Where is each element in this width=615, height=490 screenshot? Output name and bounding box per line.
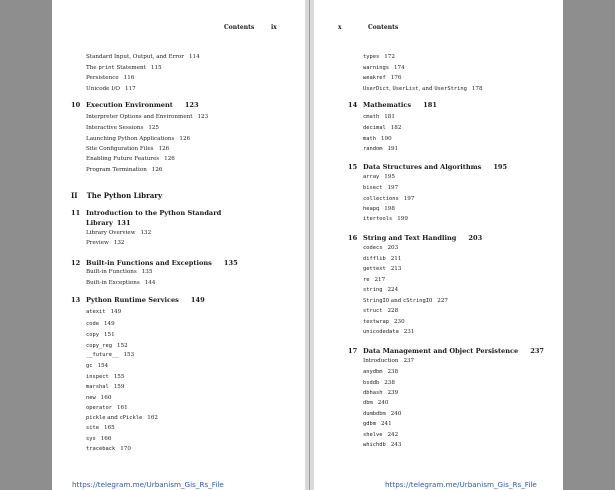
entry-title: site — [86, 425, 99, 431]
toc-entry — [363, 358, 414, 365]
part-heading — [71, 191, 162, 200]
entry-title: gc — [86, 363, 93, 369]
toc-entry — [86, 125, 159, 132]
toc-entry — [363, 125, 401, 132]
toc-entry — [86, 240, 124, 247]
part-number: II — [71, 191, 78, 200]
toc-entry — [86, 136, 190, 143]
entry-page-number: 237 — [403, 358, 415, 364]
entry-page-number: 242 — [387, 432, 399, 438]
entry-title: random — [363, 146, 383, 152]
entry-page-number: 198 — [384, 206, 395, 212]
chapter-title — [363, 234, 482, 243]
entry-page-number: 144 — [144, 280, 156, 286]
entry-title: dbm — [363, 400, 373, 406]
entry-title: Built-in Functions — [86, 269, 137, 275]
toc-entry — [363, 287, 398, 294]
entry-title: cPickle — [119, 415, 143, 421]
chapter-title-line2-text: Library — [86, 219, 113, 227]
entry-page-number: 126 — [179, 136, 191, 142]
toc-entry — [86, 86, 136, 93]
toc-entry — [86, 54, 200, 61]
entry-page-number: 117 — [124, 86, 136, 92]
entry-title: , — [388, 86, 393, 92]
entry-title: and — [388, 298, 404, 304]
chapter-title-text: Data Management and Object Persistence — [363, 347, 519, 355]
toc-entry — [363, 380, 395, 387]
entry-title: Interactive Sessions — [86, 125, 144, 131]
toc-entry — [86, 75, 134, 82]
entry-title: collections — [363, 196, 399, 202]
entry-page-number: 178 — [471, 86, 483, 92]
entry-title: UserDict — [363, 86, 389, 92]
chapter-title-text: String and Text Handling — [363, 234, 457, 242]
entry-page-number: 231 — [403, 329, 415, 335]
toc-entry — [363, 329, 414, 336]
entry-title: Library Overview — [86, 230, 136, 236]
toc-entry — [86, 114, 208, 121]
chapter-number: 16 — [348, 234, 358, 242]
toc-entry — [86, 425, 115, 432]
entry-page-number: 170 — [120, 446, 131, 452]
chapter-page-number: 195 — [493, 163, 508, 171]
chapter-title-text: Python Runtime Services — [86, 296, 179, 304]
entry-page-number: 149 — [103, 321, 115, 327]
toc-entry — [86, 395, 111, 402]
entry-title: and — [105, 415, 120, 421]
entry-title: Unicode I/O — [86, 86, 120, 92]
chapter-title — [86, 259, 238, 268]
chapter-title — [86, 296, 205, 305]
toc-entry — [363, 174, 395, 181]
entry-page-number: 191 — [387, 146, 399, 152]
entry-title: inspect — [86, 374, 109, 380]
entry-title: math — [363, 136, 376, 142]
toc-entry — [86, 167, 162, 174]
toc-entry — [363, 185, 398, 192]
toc-entry — [86, 415, 158, 422]
entry-page-number: 243 — [390, 442, 402, 448]
chapter-title — [86, 101, 199, 110]
left-page — [52, 0, 305, 490]
entry-title: copy — [86, 332, 99, 338]
entry-title: Enabling Future Features — [86, 156, 160, 162]
entry-title: decimal — [363, 125, 386, 131]
toc-entry — [363, 421, 392, 428]
entry-page-number: 162 — [147, 415, 158, 421]
entry-title: re — [363, 277, 370, 283]
entry-page-number: 132 — [113, 240, 125, 246]
toc-entry — [363, 65, 405, 72]
toc-entry — [363, 432, 398, 439]
entry-page-number: 123 — [197, 114, 209, 120]
entry-title: struct — [363, 308, 383, 314]
running-head-page-number: ix — [271, 24, 277, 31]
entry-title: Site Configuration Files — [86, 146, 154, 152]
toc-entry — [86, 352, 134, 359]
toc-entry — [86, 405, 128, 412]
entry-title: code — [86, 321, 99, 327]
entry-title: Preview — [86, 240, 109, 246]
toc-entry — [363, 319, 405, 326]
entry-page-number: 151 — [103, 332, 115, 338]
entry-page-number: 238 — [387, 369, 399, 375]
entry-page-number: 227 — [437, 298, 448, 304]
toc-entry — [363, 136, 392, 143]
entry-page-number: 190 — [380, 136, 392, 142]
entry-page-number: 126 — [164, 156, 175, 162]
entry-title: The — [86, 65, 99, 71]
toc-entry — [363, 54, 395, 61]
entry-title: bisect — [363, 185, 383, 191]
part-title: The Python Library — [86, 191, 163, 200]
entry-title: operator — [86, 405, 112, 411]
entry-title: copy_reg — [86, 343, 112, 349]
entry-page-number: 181 — [384, 114, 395, 120]
chapter-title-line2 — [86, 219, 131, 228]
toc-entry — [363, 277, 385, 284]
entry-page-number: 197 — [403, 196, 415, 202]
entry-page-number: 116 — [123, 75, 135, 81]
toc-entry — [86, 230, 151, 237]
entry-title: heapq — [363, 206, 380, 212]
entry-title: unicodedata — [363, 329, 399, 335]
entry-page-number: 182 — [390, 125, 402, 131]
running-head-title: Contents — [224, 24, 255, 31]
entry-page-number: 230 — [393, 319, 405, 325]
chapter-number: 14 — [348, 101, 358, 109]
entry-page-number: 125 — [148, 125, 159, 131]
entry-title: string — [363, 287, 383, 293]
entry-page-number: 224 — [387, 287, 399, 293]
entry-page-number: 132 — [140, 230, 152, 236]
running-head-page-number: x — [338, 24, 342, 31]
chapter-title-text: Data Structures and Algorithms — [363, 163, 482, 171]
telegram-link-left[interactable]: https://telegram.me/Urbanism_Gis_Rs_File — [72, 480, 224, 489]
chapter-page-number: 181 — [423, 101, 437, 109]
entry-page-number: 176 — [390, 75, 402, 81]
entry-title: gdbm — [363, 421, 376, 427]
toc-entry — [86, 384, 124, 391]
book-spine-gutter — [305, 0, 314, 490]
chapter-page-number: 135 — [223, 259, 238, 267]
entry-page-number: 155 — [113, 374, 125, 380]
entry-title: new — [86, 395, 96, 401]
toc-entry — [363, 196, 414, 203]
entry-title: traceback — [86, 446, 116, 452]
entry-page-number: 240 — [377, 400, 389, 406]
toc-entry — [86, 436, 111, 443]
toc-entry — [363, 308, 398, 315]
entry-title: shelve — [363, 432, 383, 438]
toc-entry — [363, 298, 448, 305]
entry-page-number: 160 — [100, 395, 112, 401]
toc-entry — [363, 256, 401, 263]
chapter-page-number: 237 — [530, 347, 545, 355]
entry-title: codecs — [363, 245, 383, 251]
chapter-title-text: Built-in Functions and Exceptions — [86, 259, 212, 267]
entry-page-number: 211 — [390, 256, 402, 262]
entry-title: StringIO — [363, 298, 389, 304]
entry-page-number: 197 — [387, 185, 399, 191]
chapter-title — [363, 101, 437, 110]
entry-page-number: 240 — [390, 411, 402, 417]
entry-page-number: 154 — [97, 363, 109, 369]
entry-title: types — [363, 54, 380, 60]
chapter-title-text: Mathematics — [363, 101, 412, 109]
chapter-title — [86, 209, 221, 218]
entry-title: warnings — [363, 65, 389, 71]
toc-entry — [363, 266, 401, 273]
entry-page-number: 172 — [384, 54, 395, 60]
chapter-number: 13 — [71, 296, 81, 304]
entry-title: anydbm — [363, 369, 383, 375]
toc-entry — [363, 75, 401, 82]
entry-page-number: 114 — [188, 54, 200, 60]
entry-title: pickle — [86, 415, 106, 421]
toc-entry — [86, 65, 162, 72]
entry-page-number: 152 — [116, 343, 128, 349]
toc-entry — [86, 446, 131, 453]
chapter-title — [363, 163, 507, 172]
entry-page-number: 115 — [150, 65, 162, 71]
entry-page-number: 238 — [384, 380, 395, 386]
toc-entry — [363, 442, 401, 449]
toc-entry — [86, 309, 121, 316]
entry-page-number: 241 — [380, 421, 392, 427]
toc-entry — [86, 363, 108, 370]
entry-page-number: 217 — [374, 277, 386, 283]
entry-title: Interpreter Options and Environment — [86, 114, 193, 120]
toc-entry — [363, 369, 398, 376]
entry-page-number: 174 — [393, 65, 405, 71]
toc-entry — [86, 332, 115, 339]
toc-entry — [363, 114, 395, 121]
entry-page-number: 199 — [397, 216, 408, 222]
entry-title: marshal — [86, 384, 109, 390]
entry-title: bsddb — [363, 380, 380, 386]
toc-entry — [363, 400, 388, 407]
toc-entry — [86, 146, 169, 153]
entry-title: array — [363, 174, 380, 180]
toc-entry — [86, 280, 155, 287]
toc-entry — [363, 411, 401, 418]
entry-title: Program Termination — [86, 167, 147, 173]
entry-title: Launching Python Applications — [86, 136, 175, 142]
chapter-page-number: 123 — [184, 101, 199, 109]
entry-title: UserList — [392, 86, 419, 92]
chapter-number: 10 — [71, 101, 81, 109]
right-page — [314, 0, 563, 490]
entry-title: difflib — [363, 256, 386, 262]
chapter-number: 11 — [71, 209, 81, 217]
entry-title: cStringIO — [403, 298, 433, 304]
chapter-number: 17 — [348, 347, 358, 355]
entry-title: print — [98, 65, 115, 71]
entry-title: sys — [86, 436, 96, 442]
toc-entry — [86, 156, 175, 163]
chapter-number: 12 — [71, 259, 81, 267]
toc-entry — [86, 343, 128, 350]
toc-entry — [363, 216, 408, 223]
chapter-page-number: 203 — [468, 234, 483, 242]
toc-entry — [363, 86, 483, 93]
toc-entry — [86, 321, 115, 328]
entry-page-number: 203 — [387, 245, 399, 251]
chapter-title-text: Execution Environment — [86, 101, 173, 109]
entry-title: gettext — [363, 266, 386, 272]
chapter-title-line1: Introduction to the Python Standard — [86, 209, 222, 217]
entry-page-number: 159 — [113, 384, 125, 390]
entry-title: __future__ — [86, 352, 119, 358]
entry-page-number: 149 — [110, 309, 122, 315]
chapter-number: 15 — [348, 163, 358, 171]
chapter-page-number: 149 — [190, 296, 205, 304]
entry-title: itertools — [363, 216, 393, 222]
entry-title: weakref — [363, 75, 386, 81]
entry-title: Standard Input, Output, and Error — [86, 54, 184, 60]
entry-page-number: 228 — [387, 308, 399, 314]
entry-page-number: 166 — [100, 436, 112, 442]
entry-title: , and — [418, 86, 435, 92]
entry-page-number: 239 — [387, 390, 399, 396]
entry-title: dbhash — [363, 390, 383, 396]
toc-entry — [363, 390, 398, 397]
entry-title: cmath — [363, 114, 380, 120]
toc-entry — [363, 146, 398, 153]
entry-page-number: 126 — [151, 167, 163, 173]
entry-title: Persistence — [86, 75, 119, 81]
toc-entry — [363, 206, 395, 213]
toc-entry — [363, 245, 398, 252]
running-head-title: Contents — [368, 24, 399, 31]
entry-title: Built-in Exceptions — [86, 280, 140, 286]
entry-title: atexit — [86, 309, 106, 315]
entry-title: Statement — [114, 65, 146, 71]
entry-title: UserString — [434, 86, 467, 92]
chapter-title — [363, 347, 544, 356]
toc-entry — [86, 269, 152, 276]
entry-title: dumbdbm — [363, 411, 386, 417]
entry-page-number: 126 — [158, 146, 170, 152]
entry-title: Introduction — [363, 358, 399, 364]
entry-title: textwrap — [363, 319, 389, 325]
entry-page-number: 165 — [103, 425, 115, 431]
entry-page-number: 213 — [390, 266, 402, 272]
entry-page-number: 135 — [141, 269, 153, 275]
entry-page-number: 153 — [123, 352, 135, 358]
toc-entry — [86, 374, 124, 381]
entry-page-number: 195 — [384, 174, 395, 180]
entry-title: whichdb — [363, 442, 386, 448]
entry-page-number: 161 — [116, 405, 128, 411]
telegram-link-right[interactable]: https://telegram.me/Urbanism_Gis_Rs_File — [385, 480, 537, 489]
chapter-page-number: 131 — [116, 219, 131, 227]
